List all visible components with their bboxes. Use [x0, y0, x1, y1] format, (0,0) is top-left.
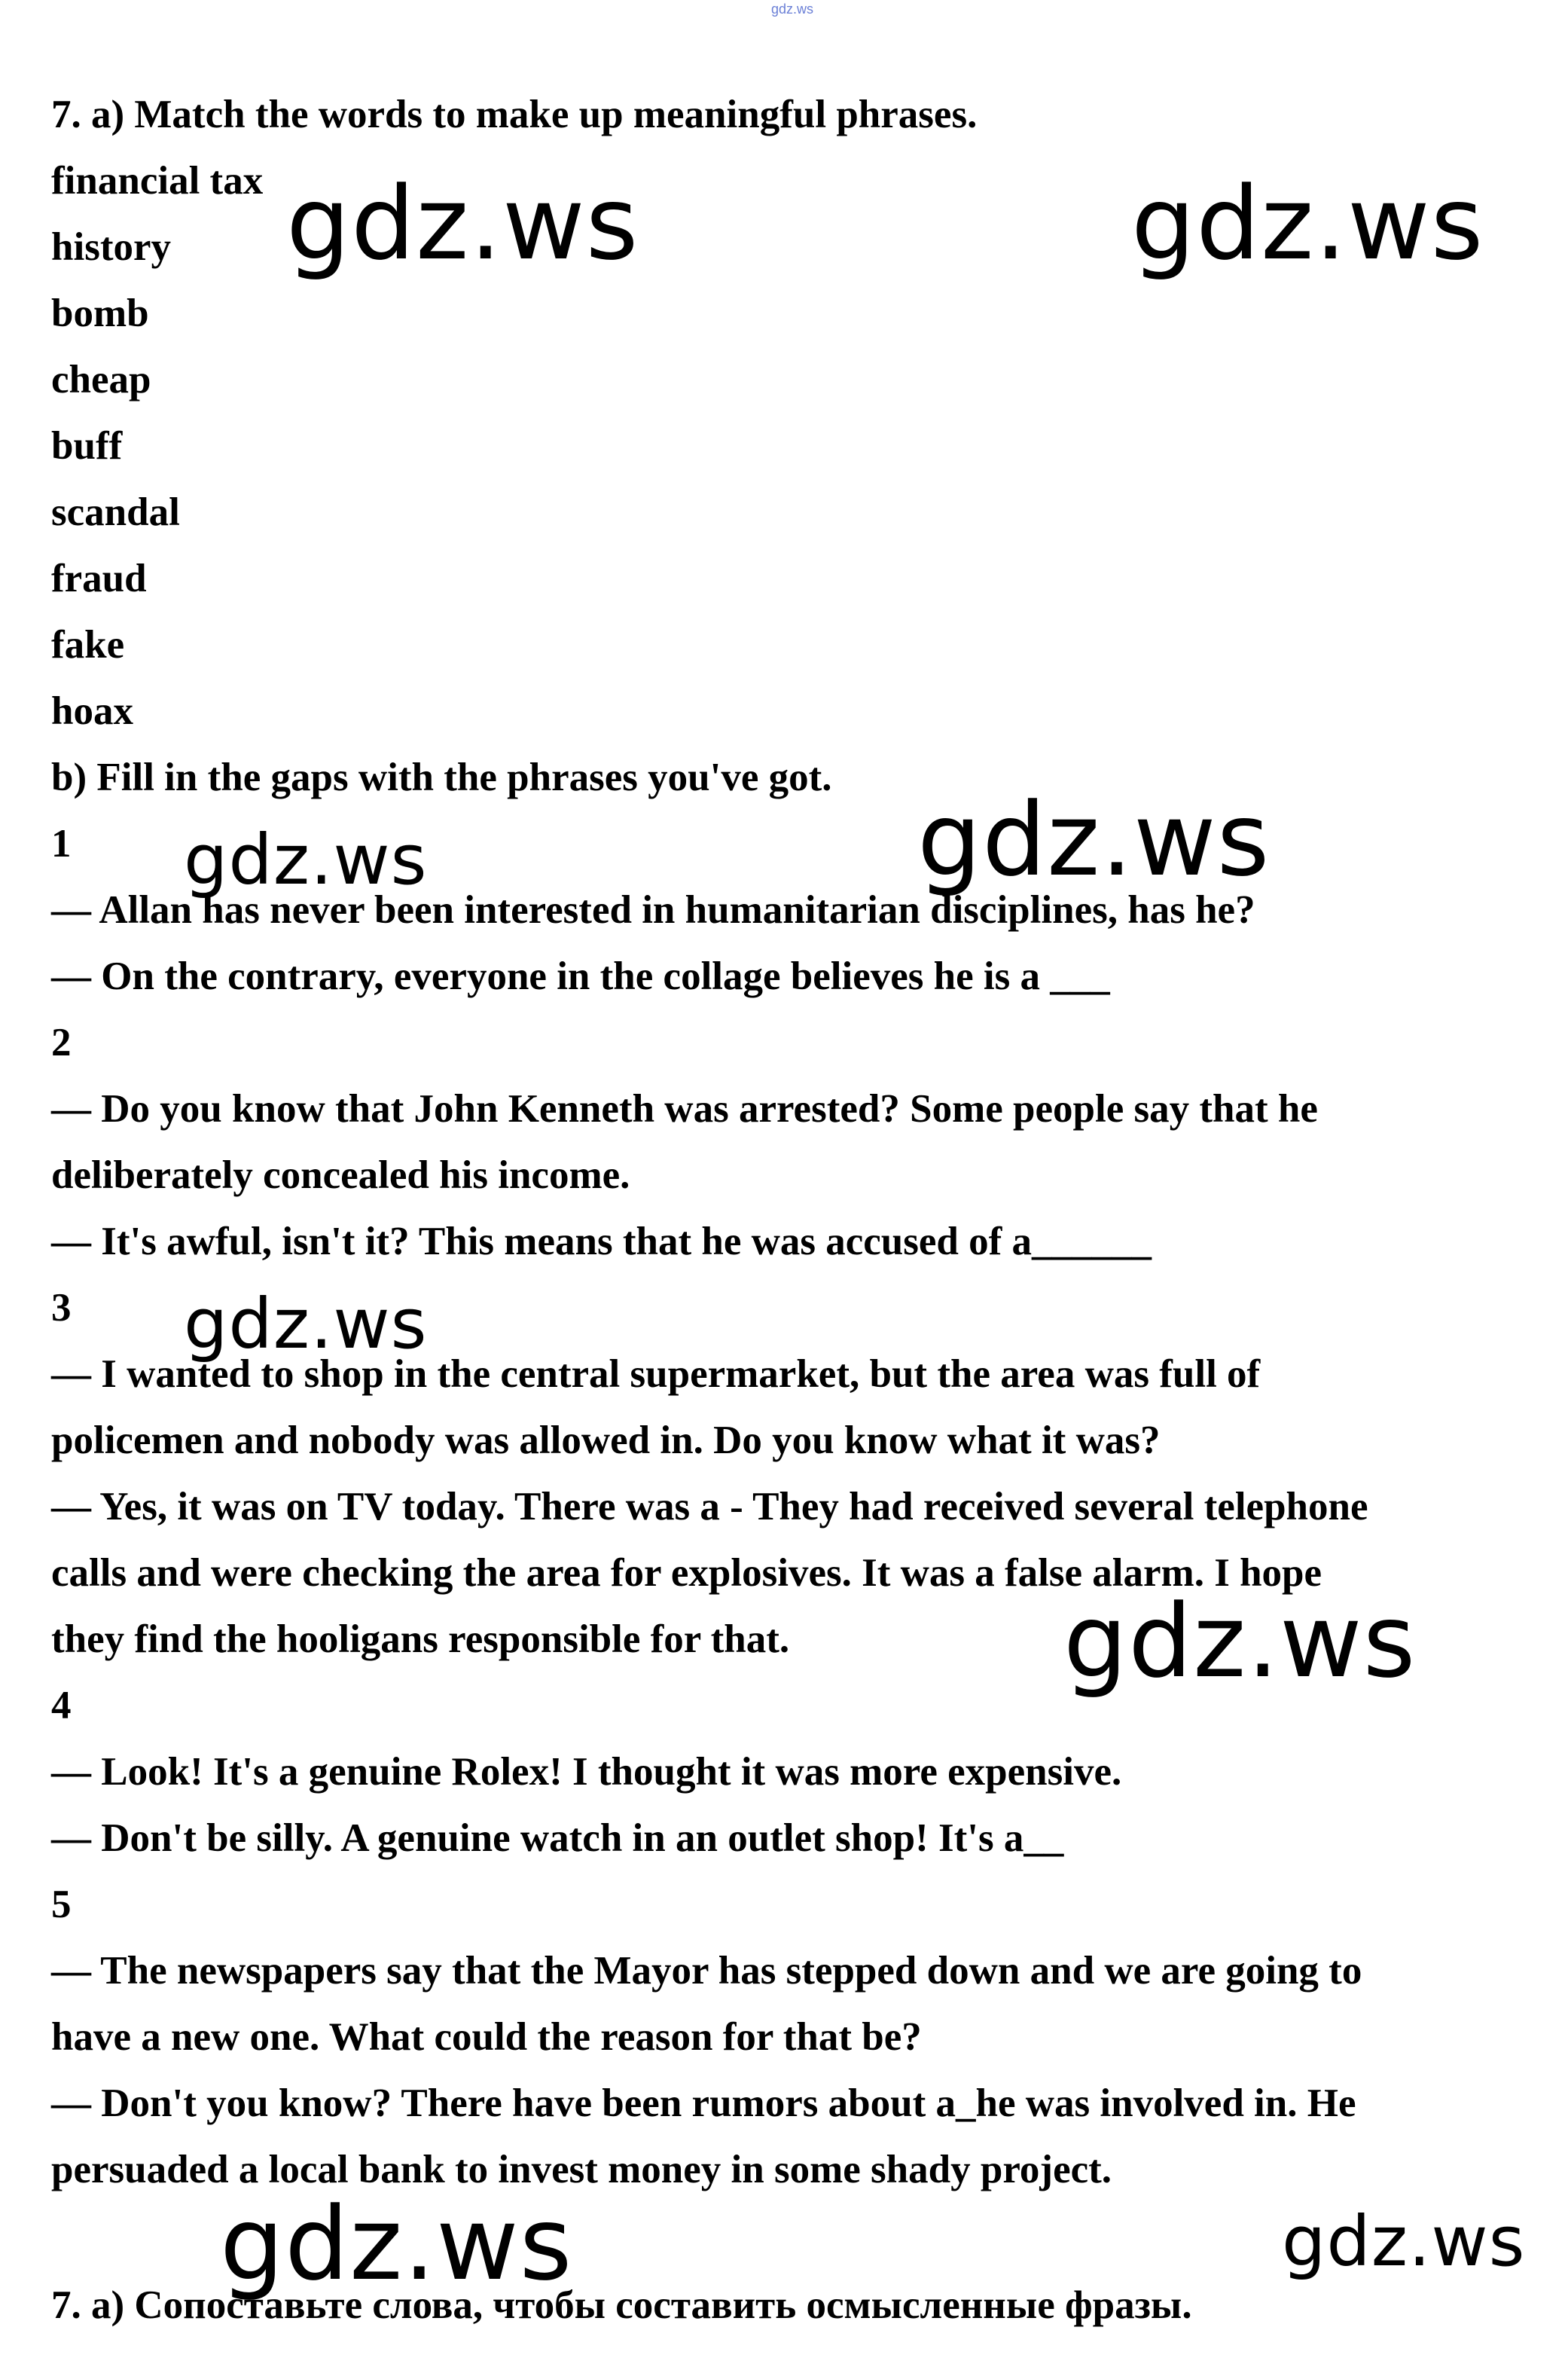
word-item: hoax — [51, 689, 133, 733]
dialogue-line: — Yes, it was on TV today. There was a - They had received several telephone — [51, 1485, 1368, 1529]
watermark: gdz.ws — [220, 2185, 573, 2303]
dialogue-line: deliberately concealed his income. — [51, 1153, 630, 1197]
dialogue-line: — Look! It's a genuine Rolex! I thought it was more expensive. — [51, 1750, 1122, 1794]
dialogue-line: — Don't you know? There have been rumors about a_he was involved in. He — [51, 2081, 1356, 2125]
word-item: scandal — [51, 490, 180, 534]
word-item: cheap — [51, 358, 151, 402]
dialogue-line: — Allan has never been interested in humanitarian disciplines, has he? — [51, 888, 1255, 932]
dialogue-number: 2 — [51, 1021, 72, 1064]
russian-title: 7. а) Сопоставьте слова, чтобы составить осмысленные фразы. — [51, 2283, 1192, 2327]
watermark: gdz.ws — [1063, 1583, 1417, 1700]
word-item: history — [51, 225, 171, 269]
dialogue-line: — Don't be silly. A genuine watch in an outlet shop! It's a__ — [51, 1816, 1064, 1860]
word-item: fake — [51, 623, 125, 667]
watermark: gdz.ws — [1282, 2201, 1526, 2282]
part-b-title: b) Fill in the gaps with the phrases you've got. — [51, 756, 832, 799]
dialogue-number: 3 — [51, 1286, 72, 1330]
dialogue-line: persuaded a local bank to invest money in some shady project. — [51, 2148, 1112, 2191]
dialogue-line: have a new one. What could the reason for that be? — [51, 2015, 922, 2059]
header-watermark: gdz.ws — [771, 2, 814, 17]
dialogue-line: — The newspapers say that the Mayor has stepped down and we are going to — [51, 1949, 1362, 1993]
watermark: gdz.ws — [917, 781, 1271, 899]
word-item: fraud — [51, 557, 147, 600]
dialogue-line: policemen and nobody was allowed in. Do you know what it was? — [51, 1419, 1161, 1462]
part-a-title: 7. a) Match the words to make up meaningful phrases. — [51, 93, 978, 136]
watermark: gdz.ws — [286, 165, 639, 282]
dialogue-number: 5 — [51, 1883, 72, 1926]
word-item: bomb — [51, 292, 149, 335]
dialogue-line: calls and were checking the area for explosives. It was a false alarm. I hope — [51, 1551, 1322, 1595]
word-item: buff — [51, 424, 123, 468]
watermark: gdz.ws — [184, 820, 428, 900]
dialogue-line: — It's awful, isn't it? This means that he was accused of a______ — [51, 1220, 1152, 1263]
word-item: financial tax — [51, 159, 264, 203]
dialogue-line: — On the contrary, everyone in the collage believes he is a ___ — [51, 954, 1110, 998]
dialogue-number: 1 — [51, 822, 72, 866]
dialogue-line: — I wanted to shop in the central supermarket, but the area was full of — [51, 1352, 1261, 1396]
watermark: gdz.ws — [184, 1284, 428, 1364]
watermark: gdz.ws — [1131, 165, 1484, 282]
dialogue-line: they find the hooligans responsible for that. — [51, 1617, 790, 1661]
dialogue-number: 4 — [51, 1684, 72, 1727]
dialogue-line: — Do you know that John Kenneth was arrested? Some people say that he — [51, 1087, 1318, 1131]
